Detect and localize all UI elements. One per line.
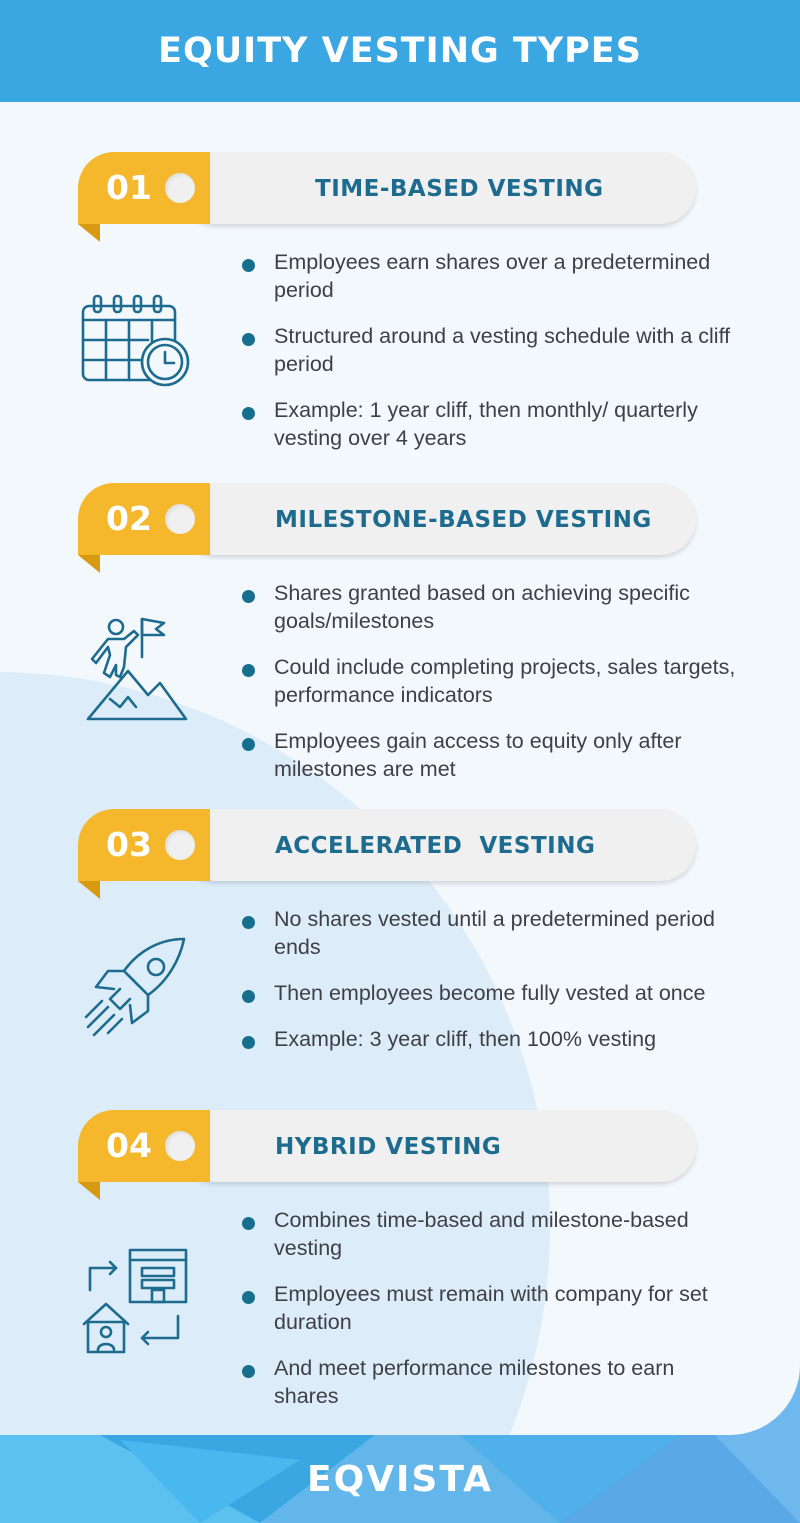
list-item: Could include completing projects, sales targets, performance indicators xyxy=(240,653,740,709)
section-number: 03 xyxy=(106,825,152,864)
list-item: Shares granted based on achieving specific goals/milestones xyxy=(240,579,740,635)
list-item: Then employees become fully vested at once xyxy=(240,979,740,1007)
connector-ring-icon xyxy=(158,497,202,541)
list-item: Structured around a vesting schedule with a cliff period xyxy=(240,322,740,378)
page-title: EQUITY VESTING TYPES xyxy=(158,31,642,71)
section-number: 01 xyxy=(106,168,152,207)
list-item: No shares vested until a predetermined period ends xyxy=(240,905,740,961)
section-title: HYBRID VESTING xyxy=(275,1134,502,1160)
list-item: Employees gain access to equity only after milestones are met xyxy=(240,727,740,783)
section-number: 02 xyxy=(106,499,152,538)
section-number: 04 xyxy=(106,1126,152,1165)
section-title: ACCELERATED VESTING xyxy=(275,833,596,859)
office-home-exchange-icon xyxy=(80,1246,192,1356)
bullet-list xyxy=(240,905,740,1071)
bullet-list xyxy=(240,579,740,801)
list-item: Employees must remain with company for set duration xyxy=(240,1280,740,1336)
list-item: Employees earn shares over a predetermined period xyxy=(240,248,740,304)
mountain-flag-climber-icon xyxy=(80,615,192,725)
bullet-list xyxy=(240,248,740,470)
connector-ring-icon xyxy=(158,1124,202,1168)
section-title: MILESTONE-BASED VESTING xyxy=(275,507,652,533)
connector-ring-icon xyxy=(158,823,202,867)
list-item: Combines time-based and milestone-based vesting xyxy=(240,1206,740,1262)
section-title: TIME-BASED VESTING xyxy=(315,176,604,202)
brand-logo: EQVISTA xyxy=(306,1458,493,1500)
list-item: Example: 1 year cliff, then monthly/ quarterly vesting over 4 years xyxy=(240,396,740,452)
bullet-list xyxy=(240,1206,740,1428)
list-item: And meet performance milestones to earn shares xyxy=(240,1354,740,1410)
rocket-icon xyxy=(80,935,192,1041)
content-card xyxy=(0,102,800,1435)
footer xyxy=(0,1435,800,1523)
page-header xyxy=(0,0,800,102)
list-item: Example: 3 year cliff, then 100% vesting xyxy=(240,1025,740,1053)
calendar-clock-icon xyxy=(80,292,192,388)
connector-ring-icon xyxy=(158,166,202,210)
